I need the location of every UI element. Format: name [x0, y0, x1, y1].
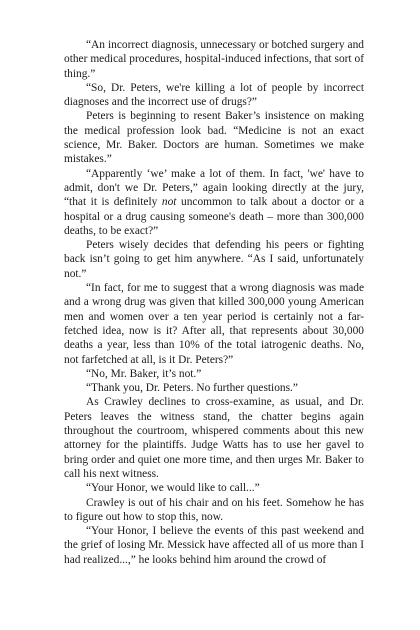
paragraph-3: Peters is beginning to resent Baker’s insistence on making the medical profession look bad. “Medicine is not an exact science, Mr. Baker. Doctors are human. Sometimes we make mistakes.” — [64, 110, 364, 166]
paragraph-9: As Crawley declines to cross-examine, as usual, and Dr. Peters leaves the witness stand, the chatter begins again throughout the courtroom, whispered comments about this new attorney for the plaintiffs. Judge Watts has to use her gavel to bring order and quiet one more time, and then urges Mr. Baker to call his next witness. — [64, 396, 364, 480]
paragraph-11: Crawley is out of his chair and on his feet. Somehow he has to figure out how to stop this, now. — [64, 496, 364, 523]
paragraph-7: “No, Mr. Baker, it’s not.” — [86, 367, 202, 380]
paragraph-4-part-2: uncommon to talk about a doctor or a hospital or a drug causing someone's death – more than 300,000 deaths, to be exact?” — [64, 196, 364, 237]
paragraph-6: “In fact, for me to suggest that a wrong diagnosis was made and a wrong drug was given that killed 300,000 young American men and women over a ten year period is certainly not a far-fetched idea, now is it? After all, that represents about 30,000 deaths a year, less than 10% of the total iatrogenic deaths. No, not farfetched at all, is it Dr. Peters?” — [64, 282, 364, 366]
paragraph-8: “Thank you, Dr. Peters. No further questions.” — [86, 382, 298, 395]
paragraph-4 — [64, 167, 364, 238]
book-page-text — [64, 38, 364, 567]
paragraph-4-part-1: “Apparently ‘we’ make a lot of them. In fact, 'we' have to admit, don't we Dr. Peters,” again looking directly at the jury, “that it is definitely — [64, 167, 364, 209]
paragraph-12: “Your Honor, I believe the events of this past weekend and the grief of losing Mr. Messick have affected all of us more than I had realized...,” he looks behind him around the crowd of — [64, 525, 364, 566]
paragraph-10: “Your Honor, we would like to call...” — [86, 482, 260, 495]
paragraph-5: Peters wisely decides that defending his peers or fighting back isn’t going to get him anywhere. “As I said, unfortunately not.” — [64, 239, 364, 280]
paragraph-2: “So, Dr. Peters, we're killing a lot of people by incorrect diagnoses and the incorrect use of drugs?” — [64, 81, 364, 109]
paragraph-1: “An incorrect diagnosis, unnecessary or botched surgery and other medical procedures, hospital-induced infections, that sort of thing.” — [64, 39, 364, 80]
emphasized-word: not — [161, 196, 177, 209]
